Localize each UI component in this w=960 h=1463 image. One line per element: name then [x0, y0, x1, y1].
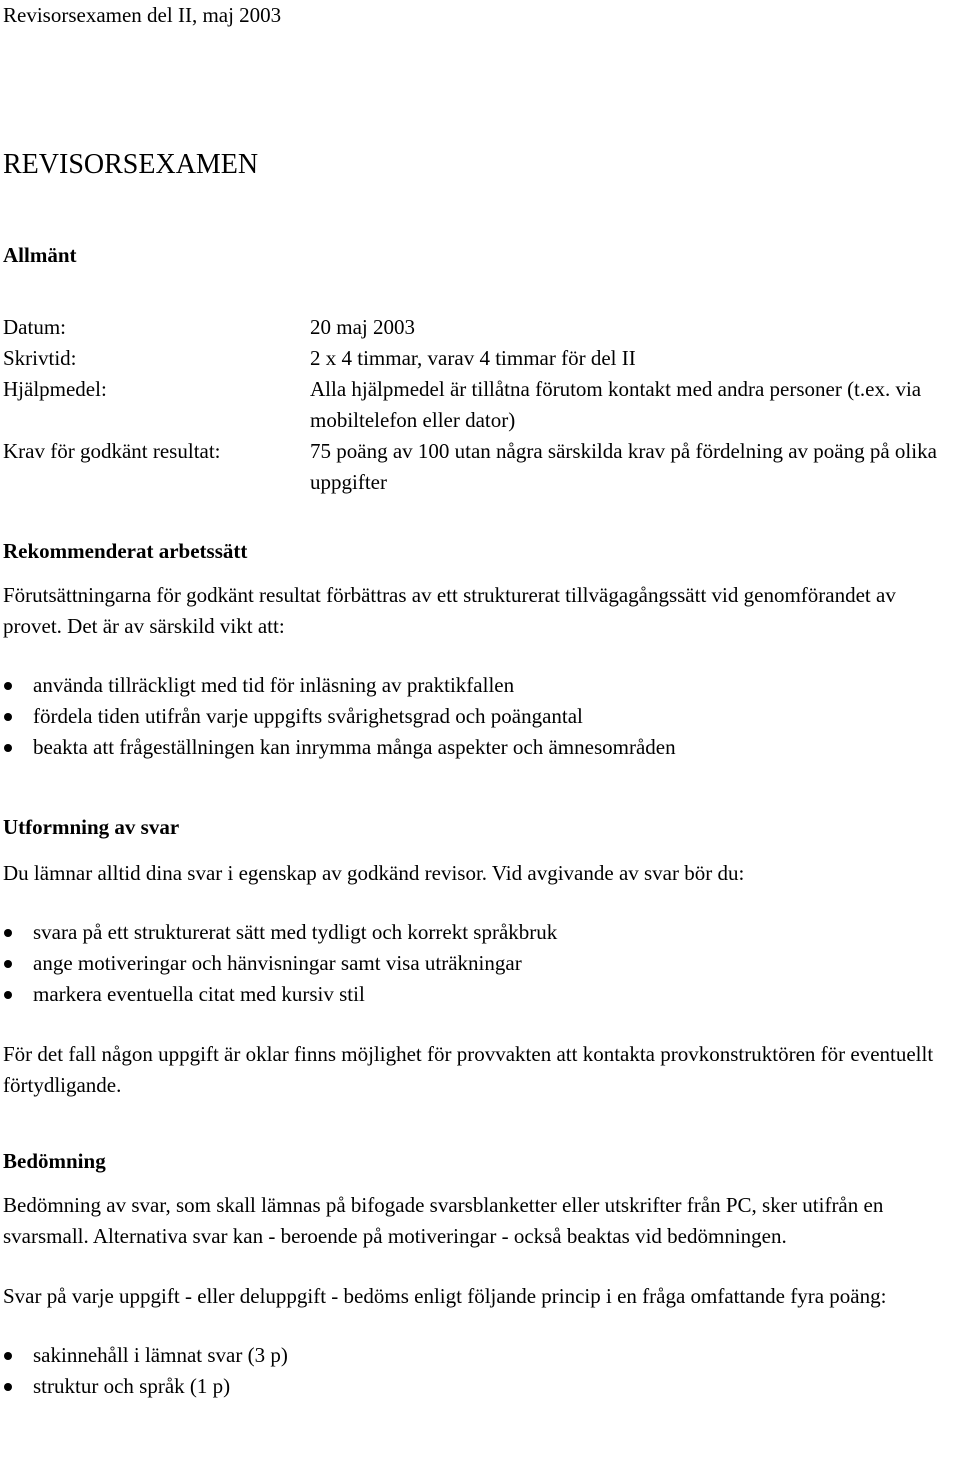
list-item	[3, 1371, 955, 1402]
list-item-text: markera eventuella citat med kursiv stil	[33, 982, 365, 1006]
list-item-text: struktur och språk (1 p)	[33, 1374, 231, 1398]
general-info-table	[3, 312, 953, 498]
grading-section	[3, 1146, 955, 1402]
info-label: Datum:	[3, 315, 66, 339]
document-title: REVISORSEXAMEN	[3, 149, 259, 180]
recommended-heading: Rekommenderat arbetssätt	[3, 539, 248, 563]
list-item	[3, 732, 955, 763]
info-row-writing-time	[3, 343, 953, 374]
answers-heading: Utformning av svar	[3, 815, 180, 839]
bullet-icon	[4, 991, 12, 999]
running-header: Revisorsexamen del II, maj 2003	[3, 3, 282, 27]
list-item-text: ange motiveringar och hänvisningar samt visa uträkningar	[33, 951, 522, 975]
info-value: 20 maj 2003	[310, 315, 415, 339]
bullet-icon	[4, 1352, 12, 1360]
list-item	[3, 917, 955, 948]
bullet-icon	[4, 929, 12, 937]
bullet-icon	[4, 960, 12, 968]
list-item	[3, 670, 955, 701]
grading-paragraph-2: Svar på varje uppgift - eller deluppgift - bedöms enligt följande princip i en fråga omfattande fyra poäng:	[3, 1284, 887, 1308]
answers-section	[3, 812, 955, 1101]
list-item-text: använda tillräckligt med tid för inläsning av praktikfallen	[33, 673, 515, 697]
info-value: 2 x 4 timmar, varav 4 timmar för del II	[310, 346, 636, 370]
answers-intro: Du lämnar alltid dina svar i egenskap av godkänd revisor. Vid avgivande av svar bör du:	[3, 861, 745, 885]
info-row-date	[3, 312, 953, 343]
bullet-icon	[4, 1383, 12, 1391]
recommended-list	[3, 670, 955, 763]
recommended-section	[3, 536, 955, 763]
grading-heading: Bedömning	[3, 1149, 106, 1173]
answers-list	[3, 917, 955, 1010]
list-item	[3, 948, 955, 979]
info-value: Alla hjälpmedel är tillåtna förutom kontakt med andra personer (t.ex. via mobiltelefon eller dator)	[310, 377, 922, 432]
bullet-icon	[4, 713, 12, 721]
info-row-pass-requirement	[3, 436, 953, 498]
info-label: Skrivtid:	[3, 346, 77, 370]
list-item	[3, 1340, 955, 1371]
info-label: Krav för godkänt resultat:	[3, 439, 221, 463]
bullet-icon	[4, 744, 12, 752]
info-value: 75 poäng av 100 utan några särskilda krav på fördelning av poäng på olika uppgifter	[310, 439, 937, 494]
list-item-text: svara på ett strukturerat sätt med tydligt och korrekt språkbruk	[33, 920, 558, 944]
general-heading: Allmänt	[3, 243, 77, 267]
list-item	[3, 979, 955, 1010]
list-item-text: beakta att frågeställningen kan inrymma många aspekter och ämnesområden	[33, 735, 676, 759]
list-item-text: fördela tiden utifrån varje uppgifts svårighetsgrad och poängantal	[33, 704, 583, 728]
answers-note: För det fall någon uppgift är oklar finns möjlighet för provvakten att kontakta provkonstruktören för eventuellt förtydligande.	[3, 1042, 934, 1097]
list-item	[3, 701, 955, 732]
grading-list	[3, 1340, 955, 1402]
bullet-icon	[4, 682, 12, 690]
recommended-intro: Förutsättningarna för godkänt resultat förbättras av ett strukturerat tillvägagångssätt vid genomförandet av provet. Det är av särskild vikt att:	[3, 583, 896, 638]
grading-paragraph-1: Bedömning av svar, som skall lämnas på bifogade svarsblanketter eller utskrifter från PC, sker utifrån en svarsmall. Alternativa svar kan - beroende på motiveringar - också beaktas vid bedömningen.	[3, 1193, 884, 1248]
info-label: Hjälpmedel:	[3, 377, 107, 401]
list-item-text: sakinnehåll i lämnat svar (3 p)	[33, 1343, 288, 1367]
info-row-aids	[3, 374, 953, 436]
